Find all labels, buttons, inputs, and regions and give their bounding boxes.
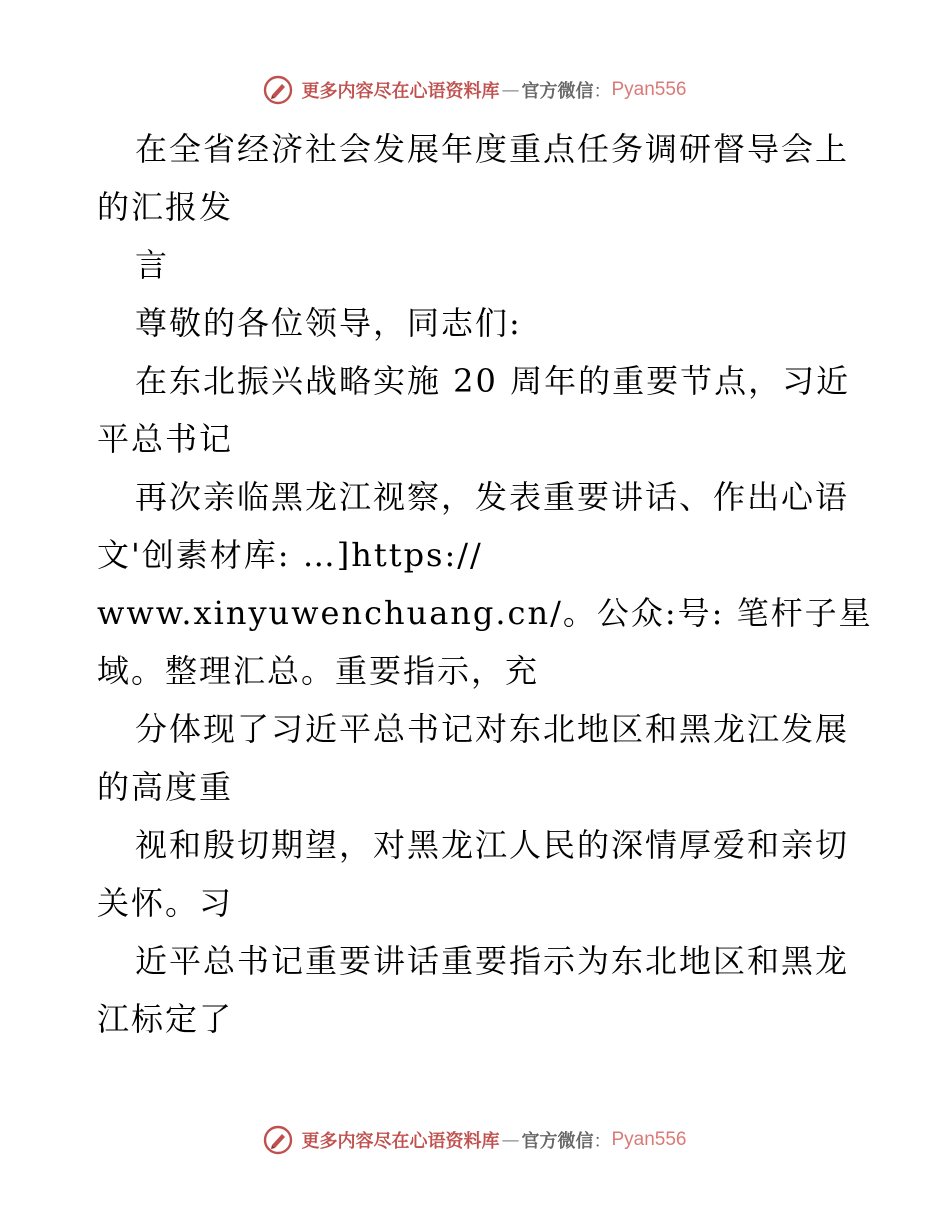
text-line: 文'创素材库: …]https:// xyxy=(97,536,483,574)
text-line: 的汇报发 xyxy=(97,188,234,226)
banner-separator: ： xyxy=(593,1131,612,1152)
banner-account-id: Pyan556 xyxy=(611,79,687,100)
text-line: 近平总书记重要讲话重要指示为东北地区和黑龙 xyxy=(135,942,850,980)
text-line: 在东北振兴战略实施 20 周年的重要节点，习近 xyxy=(135,362,851,400)
banner-lead-text: 更多内容尽在心语资料库 xyxy=(301,81,500,102)
text-line: 言 xyxy=(135,246,170,284)
text-line: 尊敬的各位领导，同志们: xyxy=(135,304,522,342)
text-line: www.xinyuwenchuang.cn/。公众:号: 笔杆子星 xyxy=(97,594,873,632)
banner-lead-text: 更多内容尽在心语资料库 xyxy=(301,1131,500,1152)
text-line: 江标定了 xyxy=(97,1000,234,1038)
banner-dash: — xyxy=(501,79,520,101)
banner-wechat-label: 官方微信 xyxy=(521,81,594,102)
text-line: 分体现了习近平总书记对东北地区和黑龙江发展 xyxy=(135,710,850,748)
pen-logo-icon xyxy=(263,1125,293,1155)
text-line: 视和殷切期望，对黑龙江人民的深情厚爱和亲切 xyxy=(135,826,850,864)
banner-dash: — xyxy=(501,1129,520,1151)
banner-separator: ： xyxy=(593,81,612,102)
text-line: 在全省经济社会发展年度重点任务调研督导会上 xyxy=(135,130,850,168)
banner-account-id: Pyan556 xyxy=(611,1129,687,1150)
pen-logo-icon xyxy=(263,75,293,105)
text-line: 的高度重 xyxy=(97,768,234,806)
text-line: 再次亲临黑龙江视察，发表重要讲话、作出心语 xyxy=(135,478,850,516)
header-banner xyxy=(0,70,950,110)
banner-wechat-label: 官方微信 xyxy=(521,1131,594,1152)
document-body xyxy=(97,120,873,1048)
text-line: 平总书记 xyxy=(97,420,234,458)
text-line: 域。整理汇总。重要指示，充 xyxy=(97,652,540,690)
footer-banner xyxy=(0,1120,950,1160)
text-line: 关怀。习 xyxy=(97,884,234,922)
